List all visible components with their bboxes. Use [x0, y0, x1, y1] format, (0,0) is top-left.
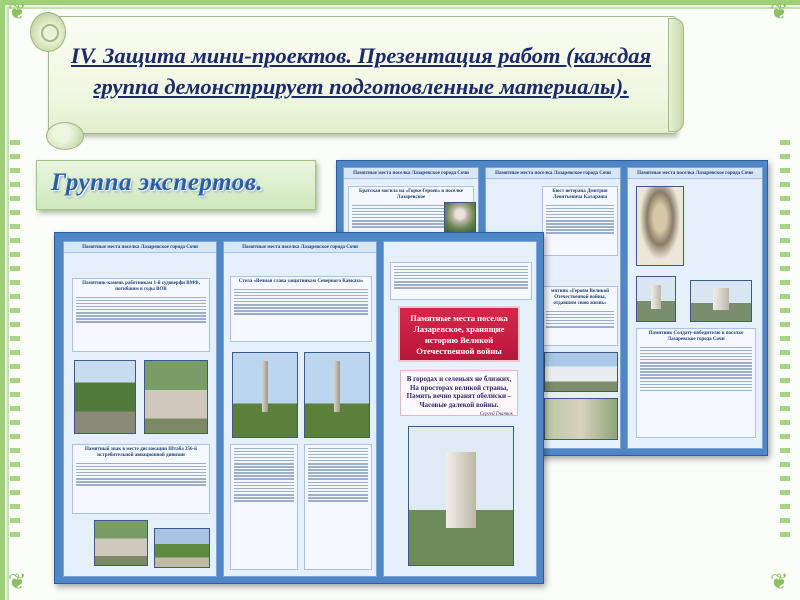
memorial-photo [444, 202, 476, 236]
group-caption-box [36, 160, 316, 210]
scroll-curl-icon [30, 12, 66, 52]
front-poster-panel [63, 241, 217, 577]
vine-decoration [780, 140, 790, 540]
back-poster-panel [627, 167, 763, 449]
verse-block [400, 370, 518, 416]
scroll-curl-icon [46, 122, 84, 150]
text-block-title: Памятник Солдату-победителю в поселке Лазаревское города Сочи [648, 331, 744, 342]
memorial-photo [94, 520, 148, 566]
text-block [542, 186, 618, 256]
slide-title: IV. Защита мини-проектов. Презентация работ (каждая группа демонстрирует подготовленные материалы). [70, 43, 652, 99]
front-poster [54, 232, 544, 584]
corner-ornament-icon: ❦ [8, 570, 27, 595]
text-lines [231, 445, 297, 504]
front-poster-panel [223, 241, 377, 577]
memorial-photo [636, 276, 676, 322]
corner-ornament-icon: ❦ [8, 0, 27, 25]
text-lines [543, 202, 617, 236]
text-block-title: Памятник-камень работникам 1-й судоверфи ВМФ, погибшим в годы ВОВ [82, 281, 200, 292]
front-poster-panel [383, 241, 537, 577]
text-lines [305, 445, 371, 504]
text-lines [231, 286, 371, 317]
poem-block [230, 444, 298, 570]
portrait-photo [636, 186, 684, 266]
text-block [72, 278, 210, 352]
text-block-title: мятник «Героям Великой Отечественной войны, отдавшим свою жизнь» [551, 289, 609, 306]
memorial-photo [304, 352, 370, 438]
title-scroll [18, 10, 678, 152]
panel-header: Памятные места поселка Лазаревское города Сочи [344, 168, 478, 179]
intro-block [390, 262, 532, 300]
panel-header: Памятные места поселка Лазаревское города Сочи [486, 168, 620, 179]
memorial-photo [544, 352, 618, 392]
text-block [230, 276, 372, 342]
text-block [72, 444, 210, 514]
text-lines [637, 344, 755, 394]
panel-header: Памятные места поселка Лазаревское города Сочи [628, 168, 762, 179]
memorial-photo [74, 360, 136, 434]
text-block-title: Памятный знак в месте дислокации Штаба 256-й истребительной авиационной дивизии [84, 447, 198, 458]
text-block [636, 328, 756, 438]
corner-ornament-icon: ❦ [770, 570, 789, 595]
poem-block [304, 444, 372, 570]
memorial-photo [232, 352, 298, 438]
text-block-title: Братская могила на «Горке Героев» в поселке Лазаревское [359, 189, 463, 200]
memorial-photo [144, 360, 208, 434]
memorial-photo [544, 398, 618, 440]
verse-author: Сергей Гнатюк [479, 412, 513, 417]
memorial-photo [690, 280, 752, 322]
panel-header: Памятные места поселка Лазаревское города Сочи [64, 242, 216, 253]
vine-decoration [10, 140, 20, 540]
group-caption: Группа экспертов. [51, 169, 264, 196]
memorial-photo [154, 528, 210, 568]
text-block-title: Бюст ветерана Дмитрия Леонтьевича Калараша [552, 189, 608, 200]
text-block [542, 286, 618, 346]
scroll-right-edge [668, 18, 684, 132]
text-lines [391, 263, 531, 291]
obelisk-photo [408, 426, 514, 566]
verse-text: В городах и селеньях не близких, На просторах великой страны, Память вечно хранят обелиски – Часовые далекой войны. [406, 375, 512, 409]
text-lines [73, 460, 209, 488]
text-lines [73, 294, 209, 325]
text-block-title: Стела «Вечная слава защитникам Северного Кавказа» [238, 279, 364, 284]
corner-ornament-icon: ❦ [770, 0, 789, 25]
poster-title-banner: Памятные места поселка Лазаревское, хранящие историю Великой Отечественной войны [398, 306, 520, 362]
text-lines [543, 308, 617, 330]
panel-header: Памятные места поселка Лазаревское города Сочи [224, 242, 376, 253]
